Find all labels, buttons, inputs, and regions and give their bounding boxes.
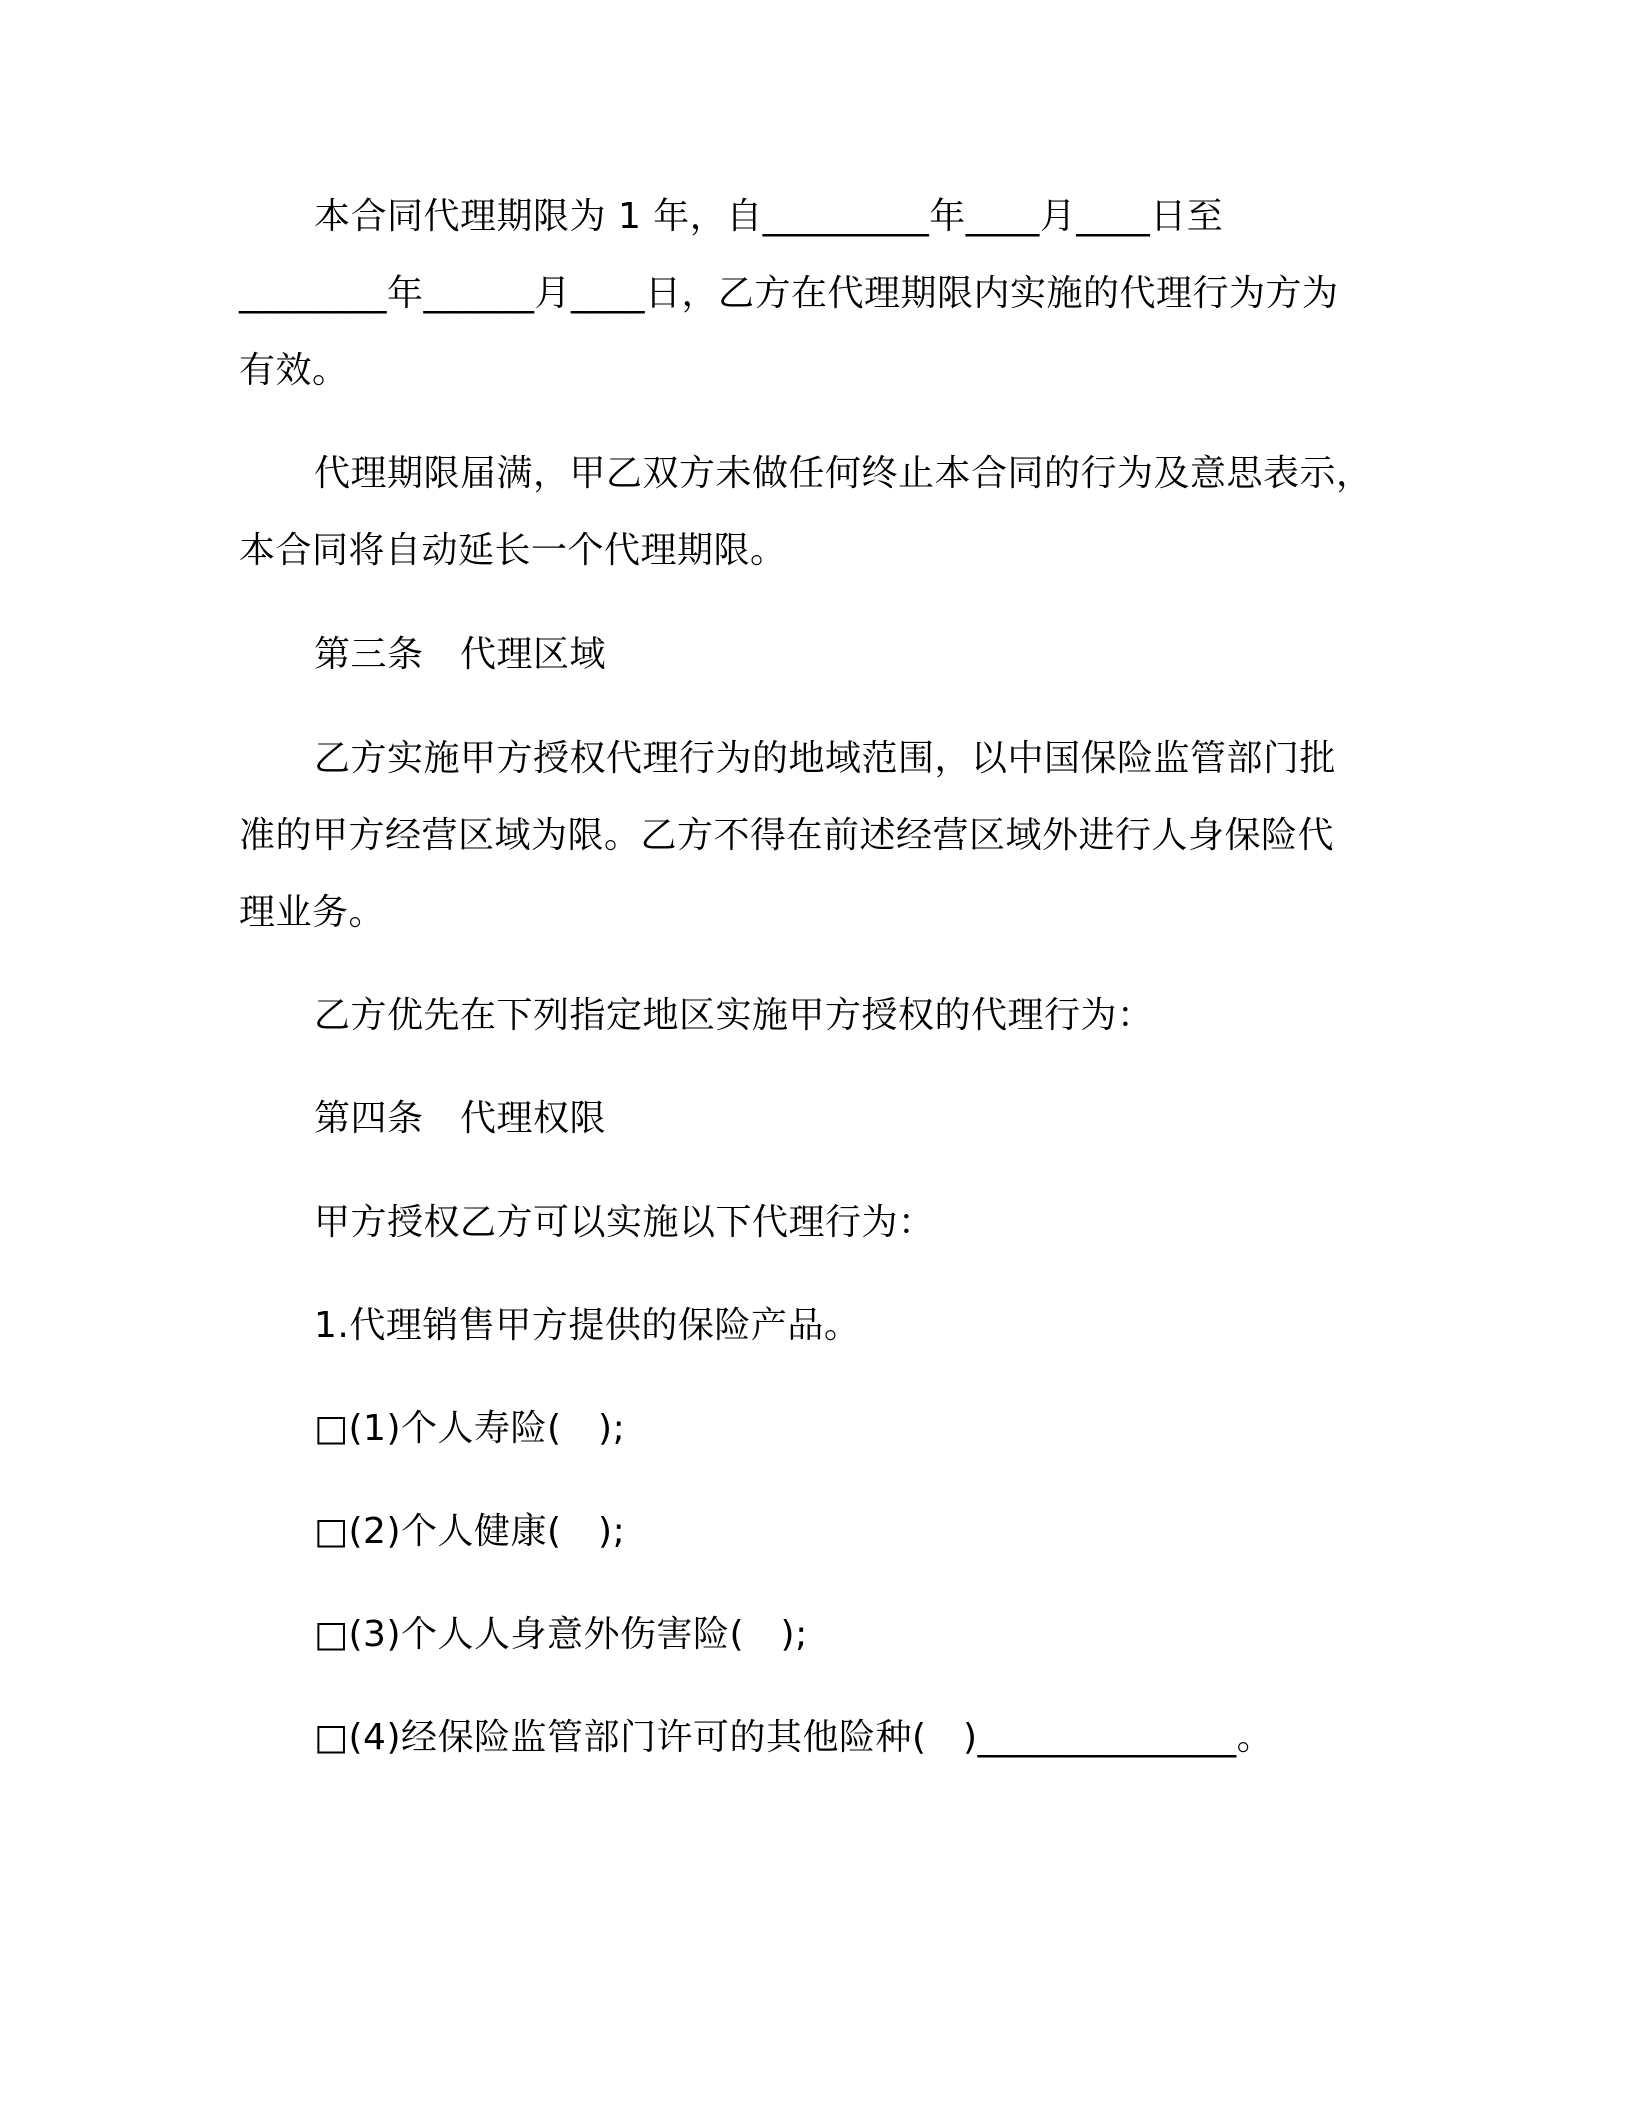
article-3-heading: 第三条 代理区域 [314, 634, 607, 675]
region-clause-line-3: 理业务。 [239, 892, 386, 933]
article-4-heading: 第四条 代理权限 [314, 1098, 607, 1139]
renewal-clause-line-1: 代理期限届满，甲乙双方未做任何终止本合同的行为及意思表示， [314, 453, 1373, 494]
term-clause-line-1: 本合同代理期限为 1 年，自_________年____月____日至 [314, 196, 1224, 237]
option-4-checkbox-item: □(4)经保险监管部门许可的其他险种( )______________。 [314, 1717, 1274, 1758]
authorization-intro: 甲方授权乙方可以实施以下代理行为： [314, 1202, 935, 1243]
option-2-checkbox-item: □(2)个人健康( ); [314, 1511, 626, 1552]
term-clause-line-2: ________年______月____日，乙方在代理期限内实施的代理行为方为 [239, 273, 1339, 314]
option-1-checkbox-item: □(1)个人寿险( ); [314, 1408, 626, 1449]
priority-area-text: 乙方优先在下列指定地区实施甲方授权的代理行为： [314, 995, 1154, 1036]
region-clause-line-1: 乙方实施甲方授权代理行为的地域范围，以中国保险监管部门批 [314, 738, 1337, 779]
item-1-text: 1.代理销售甲方提供的保险产品。 [314, 1305, 861, 1346]
option-3-checkbox-item: □(3)个人人身意外伤害险( ); [314, 1614, 808, 1655]
term-clause-line-3: 有效。 [239, 350, 349, 391]
region-clause-line-2: 准的甲方经营区域为限。乙方不得在前述经营区域外进行人身保险代 [239, 815, 1335, 856]
renewal-clause-line-2: 本合同将自动延长一个代理期限。 [239, 530, 787, 571]
